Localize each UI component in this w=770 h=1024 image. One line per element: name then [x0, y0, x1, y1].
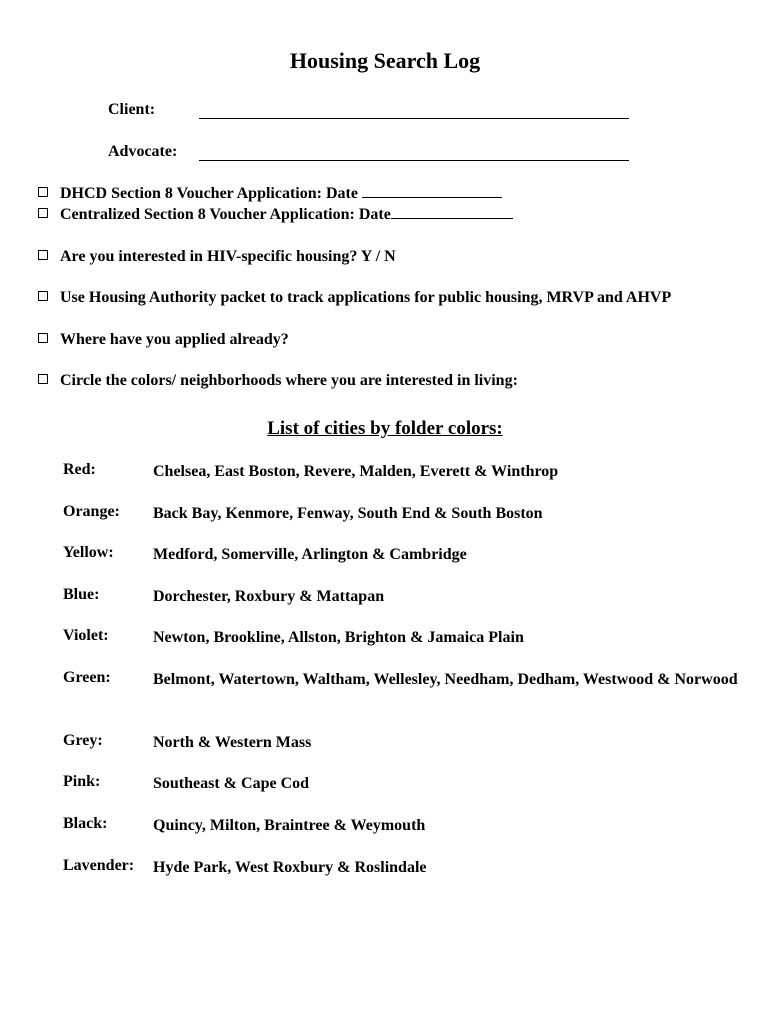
centralized-label: Centralized Section 8 Voucher Application: Date: [60, 206, 391, 223]
advocate-label: Advocate:: [108, 143, 178, 160]
hiv-checkbox[interactable]: [38, 250, 48, 260]
checklist-item-packet: [38, 289, 671, 307]
advocate-field[interactable]: [199, 160, 629, 161]
color-name: Red:: [63, 461, 96, 478]
centralized-date-field[interactable]: [391, 206, 513, 219]
centralized-checkbox[interactable]: [38, 208, 48, 218]
city-list: Southeast & Cape Cod: [153, 775, 310, 792]
city-list: Chelsea, East Boston, Revere, Malden, Everett & Winthrop: [153, 463, 559, 480]
checklist-item-hiv: [38, 248, 396, 266]
city-list: Quincy, Milton, Braintree & Weymouth: [153, 817, 426, 834]
dhcd-label: DHCD Section 8 Voucher Application: Date: [60, 185, 358, 202]
color-name: Pink:: [63, 773, 101, 790]
applied-label: Where have you applied already?: [60, 331, 289, 348]
circle-label: Circle the colors/ neighborhoods where you are interested in living:: [60, 372, 518, 389]
cities-heading: List of cities by folder colors:: [267, 418, 503, 439]
color-name: Yellow:: [63, 544, 114, 561]
circle-checkbox[interactable]: [38, 374, 48, 384]
city-list: Newton, Brookline, Allston, Brighton & Jamaica Plain: [153, 629, 524, 646]
checklist-item-dhcd: [38, 185, 502, 203]
color-name: Green:: [63, 669, 111, 686]
color-name: Violet:: [63, 627, 109, 644]
color-name: Blue:: [63, 586, 100, 603]
color-name: Orange:: [63, 503, 120, 520]
client-label: Client:: [108, 101, 156, 118]
color-name: Lavender:: [63, 857, 135, 874]
color-name: Grey:: [63, 732, 103, 749]
city-list: Hyde Park, West Roxbury & Roslindale: [153, 859, 427, 876]
dhcd-date-field[interactable]: [362, 185, 502, 198]
page-title: Housing Search Log: [289, 48, 481, 73]
city-list: Dorchester, Roxbury & Mattapan: [153, 588, 385, 605]
applied-checkbox[interactable]: [38, 333, 48, 343]
dhcd-checkbox[interactable]: [38, 187, 48, 197]
checklist-item-applied: [38, 331, 289, 349]
city-list: Medford, Somerville, Arlington & Cambridge: [153, 546, 467, 563]
client-field[interactable]: [199, 118, 629, 119]
city-list: Back Bay, Kenmore, Fenway, South End & South Boston: [153, 505, 543, 522]
hiv-label: Are you interested in HIV-specific housing? Y / N: [60, 248, 396, 265]
color-name: Black:: [63, 815, 108, 832]
checklist-item-centralized: [38, 206, 513, 224]
packet-label: Use Housing Authority packet to track applications for public housing, MRVP and AHVP: [60, 289, 672, 306]
checklist-item-circle: [38, 372, 518, 390]
city-list: North & Western Mass: [153, 734, 312, 751]
packet-checkbox[interactable]: [38, 291, 48, 301]
city-list: Belmont, Watertown, Waltham, Wellesley, Needham, Dedham, Westwood & Norwood: [153, 671, 738, 688]
